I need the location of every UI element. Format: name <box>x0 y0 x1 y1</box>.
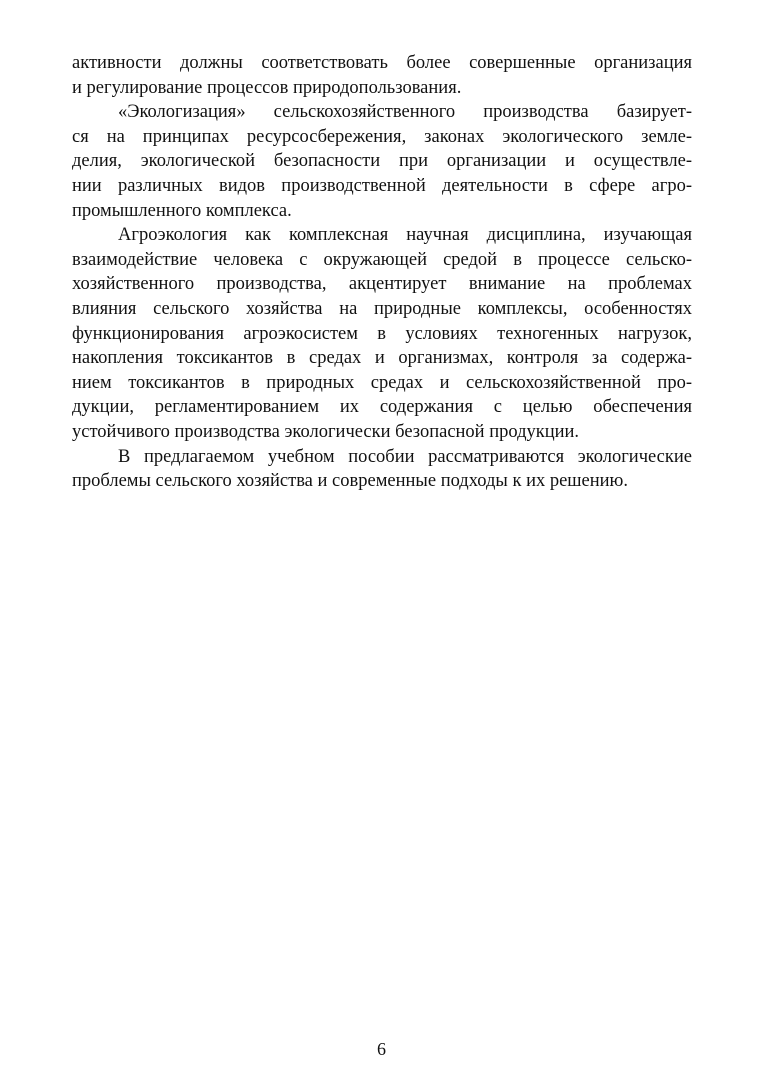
text-line: «Экологизация» сельскохозяйственного производства базирует- <box>118 102 692 123</box>
text-line: нием токсикантов в природных средах и сельскохозяйственной про- <box>72 372 692 393</box>
text-line: ся на принципах ресурсосбережения, законах экологического земле- <box>72 126 692 147</box>
text-line: функционирования агроэкосистем в условиях техногенных нагрузок, <box>72 323 692 344</box>
text-line: хозяйственного производства, акцентирует внимание на проблемах <box>72 274 692 295</box>
text-line: дукции, регламентированием их содержания с целью обеспечения <box>72 397 692 418</box>
text-line: Агроэкология как комплексная научная дисциплина, изучающая <box>118 225 692 246</box>
page-number: 6 <box>377 1039 386 1059</box>
text-line: проблемы сельского хозяйства и современные подходы к их решению. <box>72 471 629 492</box>
paragraph-4 <box>72 445 692 494</box>
text-line: В предлагаемом учебном пособии рассматриваются экологические <box>118 446 692 467</box>
paragraph-1 <box>72 51 692 100</box>
text-line: взаимодействие человека с окружающей средой в процессе сельско- <box>72 249 692 270</box>
text-line: промышленного комплекса. <box>72 200 292 221</box>
body-text <box>72 51 692 494</box>
text-line: нии различных видов производственной деятельности в сфере агро- <box>72 175 692 196</box>
paragraph-2 <box>72 100 692 223</box>
text-line: активности должны соответствовать более совершенные организация <box>72 53 692 73</box>
text-line: накопления токсикантов в средах и организмах, контроля за содержа- <box>72 348 692 369</box>
paragraph-3 <box>72 223 692 444</box>
text-line: устойчивого производства экологически безопасной продукции. <box>72 421 580 442</box>
text-line: и регулирование процессов природопользования. <box>72 77 462 98</box>
text-line: влияния сельского хозяйства на природные комплексы, особенностях <box>72 298 692 319</box>
text-line: делия, экологической безопасности при организации и осуществле- <box>72 151 692 172</box>
